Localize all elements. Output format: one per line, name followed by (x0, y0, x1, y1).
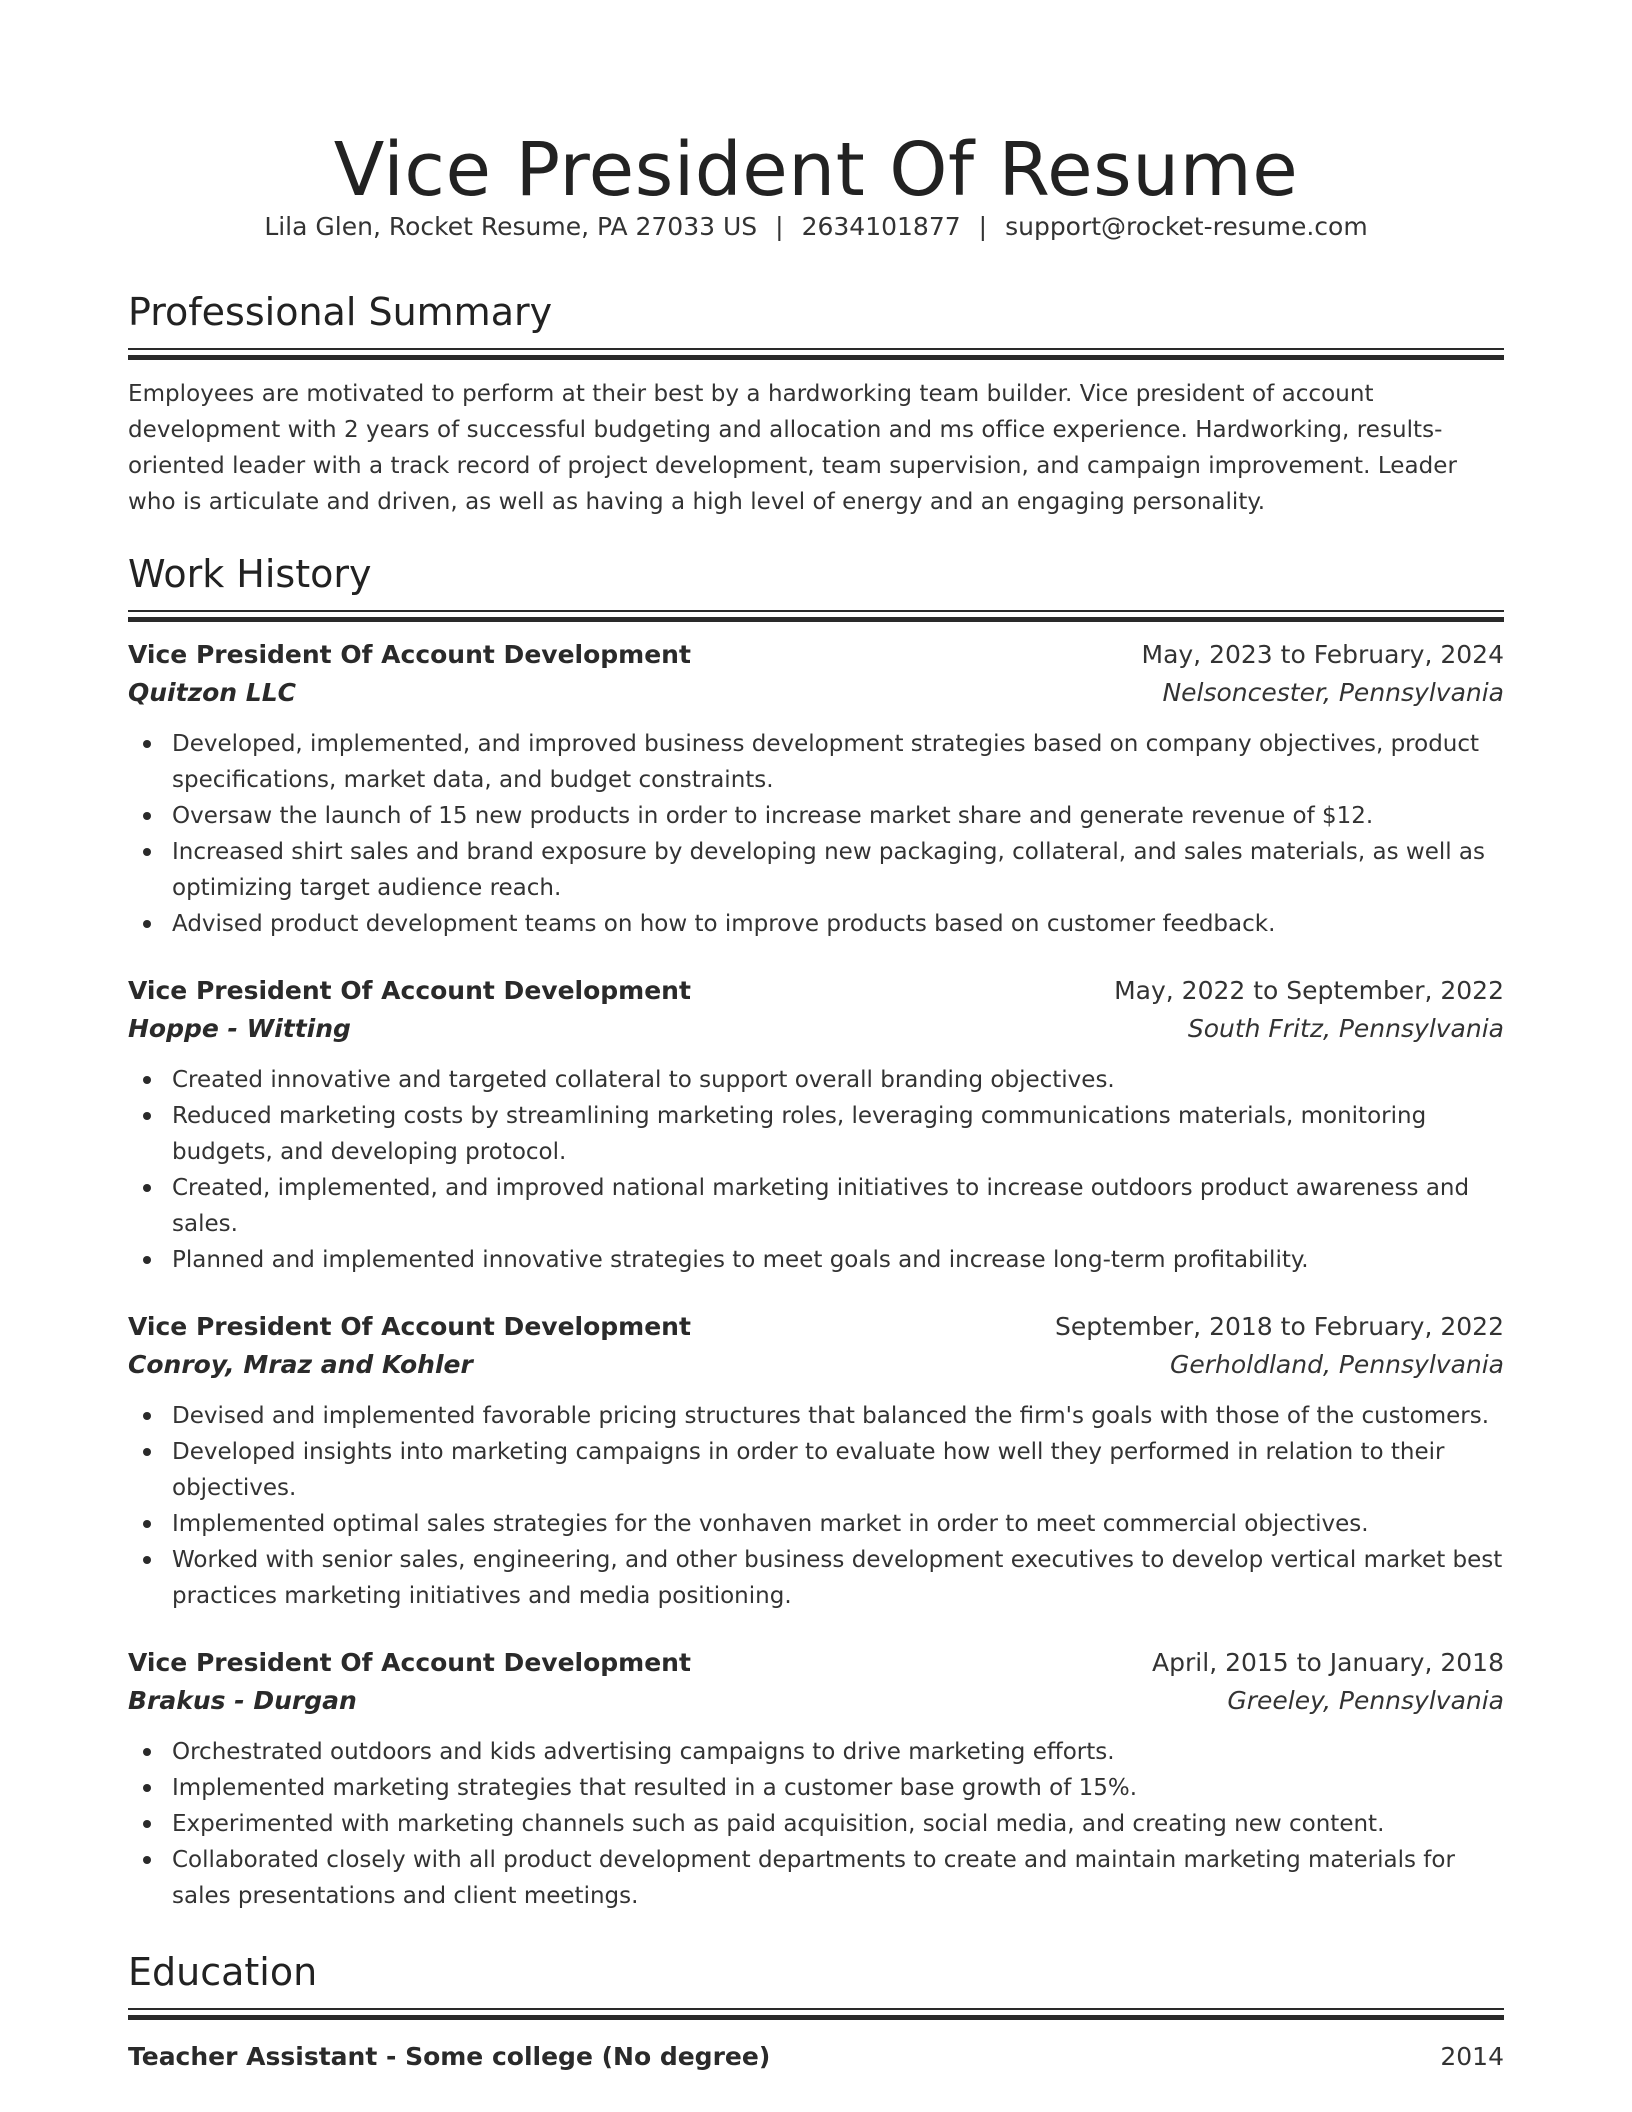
job-company: Hoppe - Witting (128, 1014, 351, 1043)
summary-section (128, 288, 1504, 520)
section-heading-education: Education (128, 1950, 318, 1994)
job-bullet-list (128, 1734, 1504, 1914)
job-entry (128, 1644, 1504, 1914)
job-company: Conroy, Mraz and Kohler (128, 1350, 473, 1379)
job-header (128, 972, 1504, 1010)
job-bullet: Orchestrated outdoors and kids advertising campaigns to drive marketing efforts. (128, 1734, 1504, 1770)
job-location: Gerholdland, Pennsylvania (1170, 1350, 1504, 1379)
job-subheader (128, 674, 1504, 712)
job-subheader (128, 1682, 1504, 1720)
job-location: Greeley, Pennsylvania (1227, 1686, 1504, 1715)
job-entry (128, 972, 1504, 1278)
job-dates: September, 2018 to February, 2022 (1055, 1312, 1504, 1341)
job-bullet-list (128, 1062, 1504, 1278)
section-divider (128, 348, 1504, 360)
job-header (128, 1308, 1504, 1346)
job-dates: April, 2015 to January, 2018 (1152, 1648, 1504, 1677)
job-header (128, 636, 1504, 674)
contact-separator: | (775, 212, 784, 241)
job-bullet: Devised and implemented favorable pricing structures that balanced the firm's goals with those of the customers. (128, 1398, 1504, 1434)
job-subheader (128, 1346, 1504, 1384)
education-year: 2014 (1440, 2042, 1504, 2071)
job-bullet: Developed, implemented, and improved business development strategies based on company objectives, product specifications, market data, and budget constraints. (128, 726, 1504, 798)
job-title: Vice President Of Account Development (128, 1648, 691, 1677)
job-bullet: Implemented optimal sales strategies for the vonhaven market in order to meet commercial objectives. (128, 1506, 1504, 1542)
job-entry (128, 1308, 1504, 1614)
section-heading-summary: Professional Summary (128, 290, 553, 334)
education-entry (128, 2038, 1504, 2076)
contact-separator: | (978, 212, 988, 241)
contact-email: support@rocket-resume.com (1005, 212, 1368, 241)
job-bullet: Worked with senior sales, engineering, and other business development executives to develop vertical market best practices marketing initiatives and media positioning. (128, 1542, 1504, 1614)
job-title: Vice President Of Account Development (128, 1312, 691, 1341)
job-bullet-list (128, 726, 1504, 942)
job-company: Brakus - Durgan (128, 1686, 357, 1715)
job-bullet: Created, implemented, and improved national marketing initiatives to increase outdoors product awareness and sales. (128, 1170, 1504, 1242)
section-divider (128, 610, 1504, 622)
job-bullet: Implemented marketing strategies that resulted in a customer base growth of 15%. (128, 1770, 1504, 1806)
section-divider (128, 2008, 1504, 2020)
work-history-section (128, 550, 1504, 1914)
job-bullet: Experimented with marketing channels such as paid acquisition, social media, and creating new content. (128, 1806, 1504, 1842)
job-bullet: Reduced marketing costs by streamlining marketing roles, leveraging communications materials, monitoring budgets, and developing protocol. (128, 1098, 1504, 1170)
resume-title: Vice President Of Resume (333, 127, 1299, 213)
job-dates: May, 2023 to February, 2024 (1141, 640, 1504, 669)
education-section (128, 1948, 1504, 2076)
job-title: Vice President Of Account Development (128, 640, 691, 669)
job-bullet: Advised product development teams on how to improve products based on customer feedback. (128, 906, 1504, 942)
education-degree: Teacher Assistant - Some college (No degree) (128, 2042, 771, 2071)
job-location: South Fritz, Pennsylvania (1187, 1014, 1504, 1043)
contact-address: Lila Glen, Rocket Resume, PA 27033 US (264, 212, 758, 241)
job-subheader (128, 1010, 1504, 1048)
job-location: Nelsoncester, Pennsylvania (1162, 678, 1504, 707)
contact-phone: 2634101877 (801, 212, 961, 241)
job-bullet: Created innovative and targeted collateral to support overall branding objectives. (128, 1062, 1504, 1098)
job-bullet: Developed insights into marketing campaigns in order to evaluate how well they performed in relation to their objectives. (128, 1434, 1504, 1506)
job-bullet: Planned and implemented innovative strategies to meet goals and increase long-term profitability. (128, 1242, 1504, 1278)
contact-line (128, 210, 1504, 244)
job-bullet-list (128, 1398, 1504, 1614)
job-header (128, 1644, 1504, 1682)
job-dates: May, 2022 to September, 2022 (1114, 976, 1504, 1005)
job-bullet: Collaborated closely with all product development departments to create and maintain marketing materials for sales presentations and client meetings. (128, 1842, 1504, 1914)
summary-text: Employees are motivated to perform at their best by a hardworking team builder. Vice president of account development with 2 years of successful budgeting and allocation and ms office experience. Hardworking, results-oriented leader with a track record of project development, team supervision, and campaign improvement. Leader who is articulate and driven, as well as having a high level of energy and an engaging personality. (128, 381, 1457, 515)
job-title: Vice President Of Account Development (128, 976, 691, 1005)
section-heading-work: Work History (128, 552, 372, 596)
job-bullet: Oversaw the launch of 15 new products in order to increase market share and generate revenue of $12. (128, 798, 1504, 834)
job-bullet: Increased shirt sales and brand exposure by developing new packaging, collateral, and sales materials, as well as optimizing target audience reach. (128, 834, 1504, 906)
job-company: Quitzon LLC (128, 678, 297, 707)
job-entry (128, 636, 1504, 942)
